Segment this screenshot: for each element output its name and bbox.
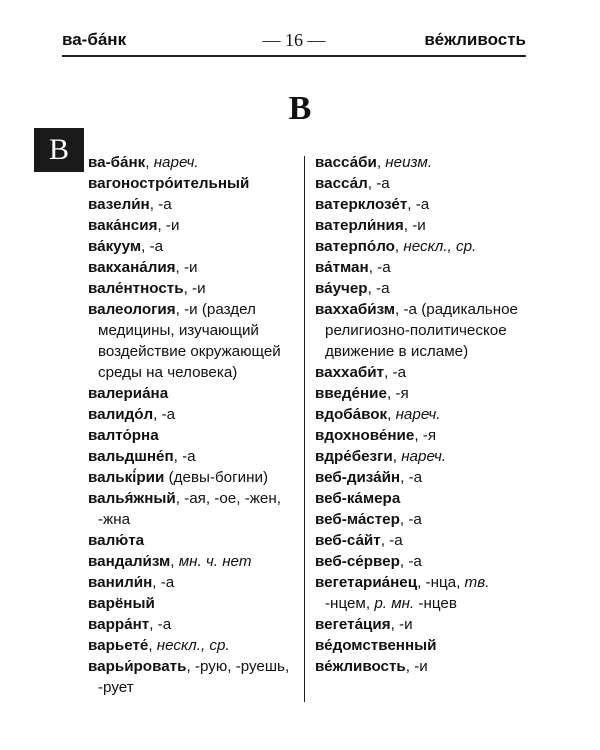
separator: ,: [183, 280, 193, 297]
headword: вакхана́лия: [88, 259, 176, 276]
separator: ,: [417, 574, 426, 591]
running-header: [62, 30, 526, 54]
dictionary-entry: [88, 194, 298, 215]
separator: ,: [407, 196, 416, 213]
separator: ,: [149, 196, 159, 213]
dictionary-entry: [315, 425, 520, 446]
dictionary-entry: [88, 467, 298, 488]
grammar-form: -и: [192, 280, 206, 297]
separator: ,: [175, 490, 185, 507]
dictionary-entry: [88, 404, 298, 425]
dictionary-entry: [88, 383, 298, 404]
grammar-form: -я: [422, 427, 437, 444]
headword: васса́л: [315, 175, 368, 192]
dictionary-entry: [88, 593, 298, 614]
dictionary-entry: [88, 173, 298, 194]
dictionary-entry: [315, 362, 520, 383]
headword: валериа́на: [88, 385, 169, 402]
separator: ,: [414, 427, 423, 444]
headword: ве́домственный: [315, 637, 437, 654]
dictionary-entry: [88, 614, 298, 635]
section-letter: В: [288, 90, 312, 127]
grammar-form: -а: [161, 406, 176, 423]
dictionary-entry: [315, 194, 520, 215]
dictionary-entry: [88, 488, 298, 530]
separator: ,: [149, 616, 158, 633]
separator: ,: [175, 259, 184, 276]
separator: ,: [386, 385, 396, 402]
headword: вальдшне́п: [88, 448, 174, 465]
header-rule: [62, 55, 526, 57]
headword: вдоба́вок: [315, 406, 388, 423]
dictionary-entry: [88, 152, 298, 173]
dictionary-entry: [88, 215, 298, 236]
headword: вдохнове́ние: [315, 427, 415, 444]
grammar-form: -а: [157, 616, 172, 633]
headword: ве́жливость: [315, 658, 406, 675]
grammar-form: -а: [392, 364, 407, 381]
headword: вегетариа́нец: [315, 574, 418, 591]
headword: валеология: [88, 301, 176, 318]
grammar-form: -а: [149, 238, 164, 255]
thumb-index-letter: В: [48, 133, 69, 166]
dictionary-entry: [315, 257, 520, 278]
dictionary-entry: [88, 635, 298, 656]
dictionary-entry: [315, 299, 520, 362]
grammar-form: -а: [415, 196, 430, 213]
header-right-guide-word: ве́жливость: [424, 30, 526, 49]
grammar-form: -и: [412, 217, 426, 234]
separator: ,: [368, 259, 378, 276]
separator: ,: [394, 238, 404, 255]
grammar-form: -а: [389, 532, 403, 549]
headword: валто́рна: [88, 427, 159, 444]
dictionary-entry: [315, 614, 520, 635]
separator: ,: [186, 658, 195, 675]
grammar-form: -нцем,: [325, 595, 375, 612]
dictionary-entry: [88, 278, 298, 299]
separator: ,: [399, 511, 409, 528]
right-column: [315, 152, 520, 677]
separator: ,: [380, 532, 390, 549]
dictionary-entry: [88, 446, 298, 467]
separator: ,: [153, 406, 162, 423]
dictionary-entry: [88, 425, 298, 446]
separator: ,: [392, 448, 402, 465]
grammar-label: нареч.: [395, 406, 441, 423]
dictionary-entry: [88, 551, 298, 572]
dictionary-entry: [315, 530, 520, 551]
headword: варьете́: [88, 637, 149, 654]
headword: ваххаби́зм: [315, 301, 396, 318]
headword: варра́нт: [88, 616, 150, 633]
headword: веб-ма́стер: [315, 511, 400, 528]
separator: ,: [376, 154, 386, 171]
grammar-form: -рую, -руешь, -рует: [98, 658, 290, 696]
separator: ,: [175, 301, 185, 318]
dictionary-entry: [315, 572, 520, 614]
headword: вегета́ция: [315, 616, 391, 633]
headword: веб-диза́йн: [315, 469, 401, 486]
separator: ,: [384, 364, 393, 381]
dictionary-entry: [315, 467, 520, 488]
dictionary-entry: [315, 551, 520, 572]
headword: вака́нсия: [88, 217, 158, 234]
grammar-form: -а: [377, 259, 391, 276]
grammar-form: -и: [165, 217, 180, 234]
headword: веб-ка́мера: [315, 490, 401, 507]
headword: ваххаби́т: [315, 364, 385, 381]
headword: веб-се́рвер: [315, 553, 400, 570]
grammar-form: -и: [414, 658, 428, 675]
separator: ,: [173, 448, 183, 465]
grammar-form: -а: [182, 448, 196, 465]
grammar-label: нескл., ср.: [156, 637, 230, 654]
dictionary-entry: [88, 236, 298, 257]
headword: васса́би: [315, 154, 377, 171]
grammar-form: -ая, -ое, -жен, -жна: [98, 490, 281, 528]
headword: валидо́л: [88, 406, 154, 423]
headword: ватерли́ния: [315, 217, 404, 234]
dictionary-entry: [88, 572, 298, 593]
headword: введе́ние: [315, 385, 387, 402]
separator: ,: [399, 553, 409, 570]
grammar-label: неизм.: [385, 154, 433, 171]
grammar-form: -а: [376, 280, 390, 297]
separator: ,: [400, 469, 409, 486]
grammar-label: мн. ч. нет: [178, 553, 252, 570]
dictionary-entry: [315, 509, 520, 530]
dictionary-entry: [88, 257, 298, 278]
dictionary-entry: [88, 299, 298, 383]
separator: ,: [405, 658, 415, 675]
separator: ,: [152, 574, 161, 591]
grammar-form: -и: [184, 259, 198, 276]
headword: ва-ба́нк: [88, 154, 146, 171]
grammar-form: -а: [376, 175, 390, 192]
headword: варёный: [88, 595, 155, 612]
grammar-label: нареч.: [401, 448, 447, 465]
headword: вагоностро́ительный: [88, 175, 250, 192]
headword: ва́учер: [315, 280, 368, 297]
grammar-form: -а: [408, 469, 423, 486]
dictionary-entry: [315, 215, 520, 236]
dictionary-entry: [315, 404, 520, 425]
grammar-form: -а: [158, 196, 172, 213]
dictionary-entry: [315, 152, 520, 173]
dictionary-entry: [315, 236, 520, 257]
separator: ,: [395, 301, 404, 318]
headword: валю́та: [88, 532, 145, 549]
grammar-form: -и: [399, 616, 413, 633]
separator: ,: [387, 406, 396, 423]
grammar-form: -а: [408, 553, 422, 570]
separator: ,: [170, 553, 179, 570]
separator: ,: [403, 217, 413, 234]
separator: ,: [145, 154, 154, 171]
headword: валькі́рии: [88, 469, 165, 486]
grammar-form: -а: [408, 511, 422, 528]
dictionary-entry: [315, 383, 520, 404]
grammar-form: -и (раздел медицины, изучающий воздействие окружающей среды на человека): [98, 301, 281, 381]
grammar-form: (девы-богини): [168, 469, 269, 486]
separator: ,: [367, 175, 377, 192]
thumb-index-tab: [34, 128, 84, 172]
column-divider: [304, 156, 305, 702]
headword: ва́тман: [315, 259, 369, 276]
grammar-label: тв.: [464, 574, 490, 591]
grammar-form: -а (радикальное религиозно-политическое движение в исламе): [325, 301, 518, 360]
dictionary-entry: [315, 173, 520, 194]
grammar-form: -нца,: [425, 574, 465, 591]
dictionary-entry: [315, 278, 520, 299]
dictionary-entry: [88, 530, 298, 551]
headword: ватерпо́ло: [315, 238, 395, 255]
dictionary-entry: [315, 656, 520, 677]
separator: ,: [141, 238, 150, 255]
separator: ,: [157, 217, 166, 234]
grammar-form: -а: [160, 574, 175, 591]
left-column: [88, 152, 298, 698]
grammar-label: нареч.: [153, 154, 199, 171]
dictionary-entry: [315, 635, 520, 656]
dictionary-entry: [88, 656, 298, 698]
headword: валья́жный: [88, 490, 176, 507]
separator: ,: [367, 280, 377, 297]
page-number: — 16 —: [262, 30, 326, 50]
headword: ванили́н: [88, 574, 153, 591]
headword: веб-са́йт: [315, 532, 381, 549]
header-left-guide-word: ва-ба́нк: [62, 30, 127, 49]
headword: вазели́н: [88, 196, 150, 213]
headword: варьи́ровать: [88, 658, 187, 675]
grammar-form: -я: [395, 385, 409, 402]
grammar-label: нескл., ср.: [403, 238, 477, 255]
grammar-label: р. мн.: [374, 595, 415, 612]
dictionary-entry: [315, 488, 520, 509]
headword: вдре́безги: [315, 448, 393, 465]
headword: вале́нтность: [88, 280, 184, 297]
separator: ,: [390, 616, 400, 633]
dictionary-entry: [315, 446, 520, 467]
grammar-form: -нцев: [414, 595, 457, 612]
separator: ,: [148, 637, 157, 654]
headword: ва́куум: [88, 238, 142, 255]
headword: ватерклозе́т: [315, 196, 408, 213]
headword: вандали́зм: [88, 553, 171, 570]
